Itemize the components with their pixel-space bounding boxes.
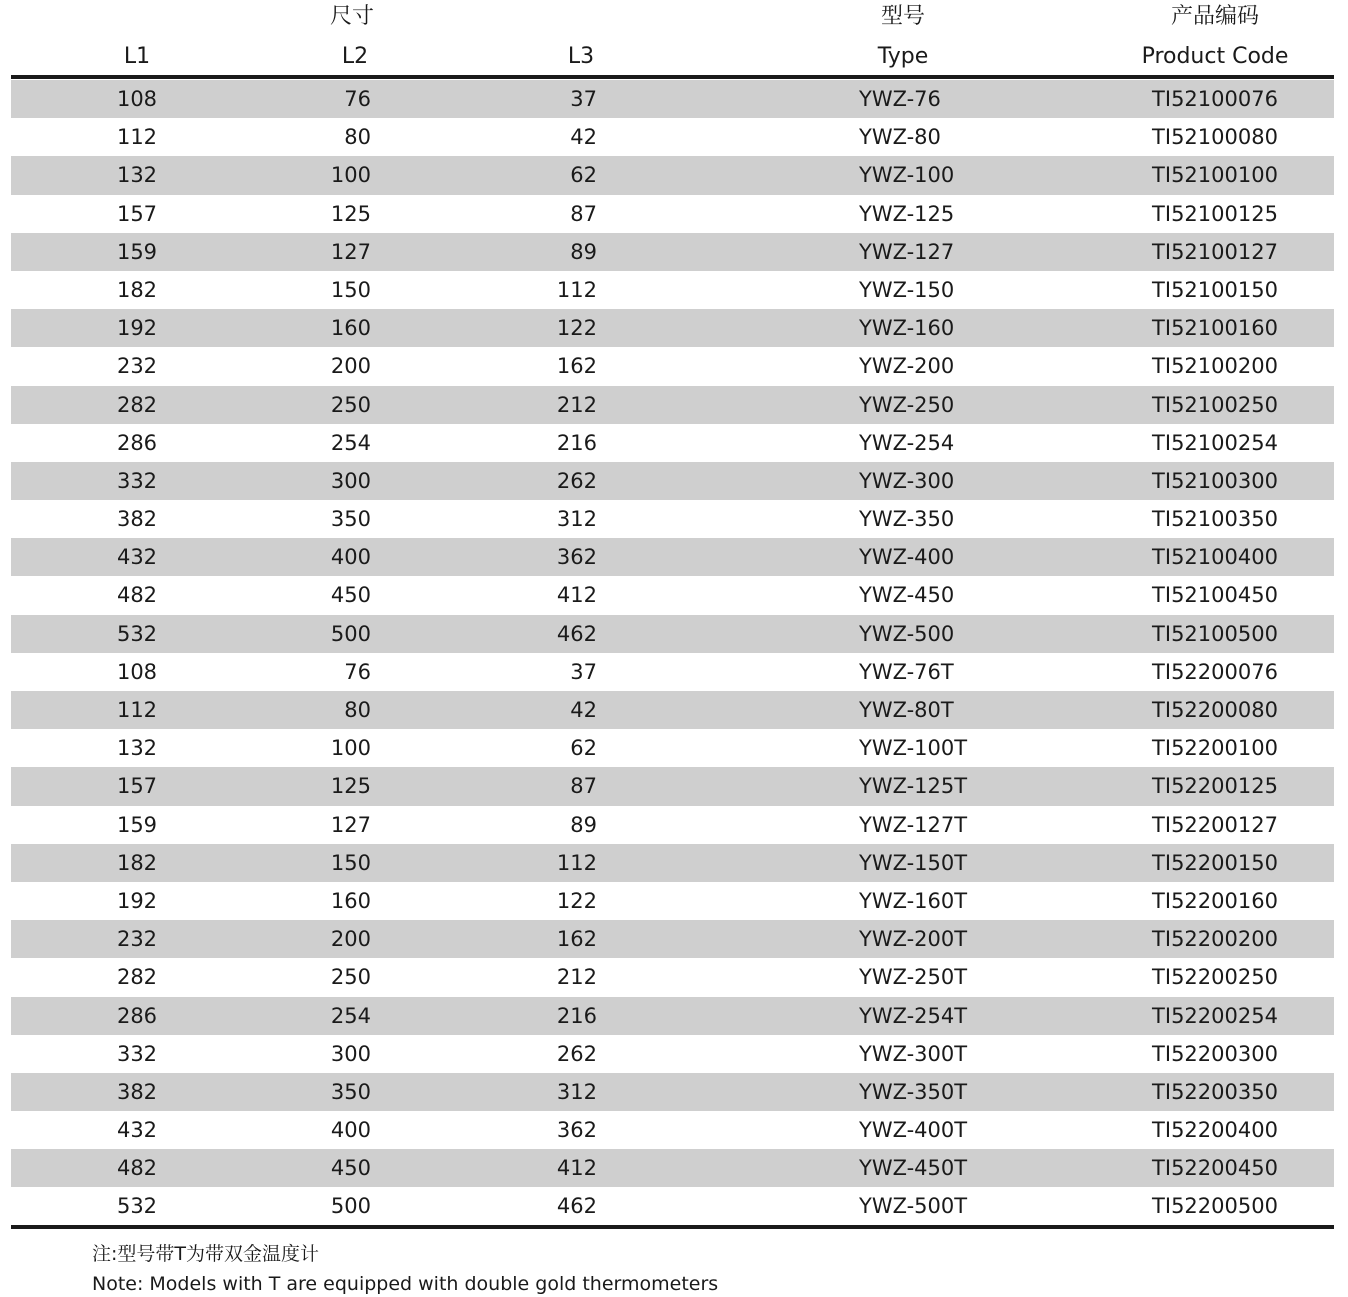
cell-l3: 62 [570,736,597,761]
cell-l3: 122 [556,888,597,913]
cell-l2: 80 [344,698,371,722]
cell-l2: 300 [330,468,371,493]
cell-l2: 254 [330,1003,371,1028]
table-row: 192 160 122 YWZ-160 TI52100160 [11,309,1334,347]
cell-l3: 87 [570,201,597,226]
table-row: 112 80 42 YWZ-80T TI52200080 [11,691,1334,729]
cell-l3: 112 [556,850,597,875]
cell-l2: 100 [330,736,371,761]
table-body [11,80,1334,1226]
table-header [0,0,1348,78]
cell-type: YWZ-300T [859,1041,968,1066]
type-heading-cn: 型号 [880,4,926,29]
cell-type: YWZ-400T [859,1118,968,1143]
table-row: 182 150 112 YWZ-150 TI52100150 [11,271,1334,309]
cell-l3: 262 [556,468,597,493]
table-row: 132 100 62 YWZ-100 TI52100100 [11,156,1334,194]
cell-l2: 125 [330,774,371,799]
cell-l2: 300 [330,1041,371,1066]
header-rule [11,75,1334,79]
table-row: 382 350 312 YWZ-350 TI52100350 [11,500,1334,538]
table-row: 286 254 216 YWZ-254 TI52100254 [11,424,1334,462]
cell-l2: 400 [330,545,371,570]
cell-type: YWZ-76 [859,87,941,111]
dimensions-heading: 尺寸 [329,4,375,29]
cell-l3: 462 [556,621,597,646]
cell-l2: 80 [344,125,371,150]
cell-type: YWZ-160T [859,888,968,913]
cell-l2: 350 [330,1079,371,1104]
note-en: Note: Models with T are equipped with double gold thermometers [92,1273,719,1295]
cell-l2: 150 [330,277,371,302]
cell-l3: 216 [556,1003,597,1028]
cell-type: YWZ-350 [859,507,955,532]
cell-l2: 254 [330,430,371,455]
cell-l2: 500 [330,621,371,646]
table-row: 182 150 112 YWZ-150T TI52200150 [11,844,1334,882]
table-row: 432 400 362 YWZ-400T TI52200400 [11,1111,1334,1149]
column-l2-header: L2 [341,44,369,69]
cell-type: YWZ-500T [859,1194,968,1219]
cell-type: YWZ-150T [859,850,968,875]
cell-l2: 160 [330,316,371,341]
table-row: 482 450 412 YWZ-450 TI52100450 [11,576,1334,614]
cell-l3: 162 [556,354,597,379]
cell-l2: 160 [330,888,371,913]
cell-type: YWZ-450 [859,583,955,608]
cell-type: YWZ-300 [859,468,955,493]
cell-type: YWZ-250 [859,392,955,417]
table-row: 282 250 212 YWZ-250T TI52200250 [11,958,1334,996]
cell-l2: 350 [330,507,371,532]
cell-l3: 412 [556,583,597,608]
table-row: 532 500 462 YWZ-500 TI52100500 [11,615,1334,653]
cell-type: YWZ-100 [859,163,955,188]
cell-l3: 62 [570,163,597,188]
cell-l3: 312 [556,1079,597,1104]
cell-l3: 87 [570,774,597,799]
table-row: 532 500 462 YWZ-500T TI52200500 [11,1187,1334,1225]
table-row: 159 127 89 YWZ-127 TI52100127 [11,233,1334,271]
cell-l3: 312 [556,507,597,532]
cell-l3: 362 [556,1118,597,1143]
cell-l3: 412 [556,1156,597,1181]
cell-l3: 212 [556,392,597,417]
cell-type: YWZ-127 [859,239,955,264]
cell-type: YWZ-80T [859,698,954,722]
cell-l2: 127 [330,812,371,837]
cell-l3: 37 [570,659,597,684]
cell-l2: 150 [330,850,371,875]
cell-l2: 127 [330,239,371,264]
table-row: 232 200 162 YWZ-200T TI52200200 [11,920,1334,958]
cell-l2: 250 [330,392,371,417]
table-row: 232 200 162 YWZ-200 TI52100200 [11,347,1334,385]
cell-type: YWZ-125T [859,774,968,799]
cell-type: YWZ-200 [859,354,955,379]
cell-l2: 250 [330,965,371,990]
cell-l3: 112 [556,277,597,302]
cell-l2: 76 [344,87,371,111]
footer-rule [11,1225,1334,1229]
table-row: 157 125 87 YWZ-125T TI52200125 [11,767,1334,805]
cell-type: YWZ-100T [859,736,968,761]
cell-l3: 212 [556,965,597,990]
cell-l3: 216 [556,430,597,455]
table-row: 432 400 362 YWZ-400 TI52100400 [11,538,1334,576]
note-cn: 注:型号带T为带双金温度计 [92,1243,320,1265]
cell-l2: 200 [330,927,371,952]
table-row: 157 125 87 YWZ-125 TI52100125 [11,195,1334,233]
cell-type: YWZ-76T [859,659,954,684]
cell-type: YWZ-350T [859,1079,968,1104]
cell-type: YWZ-200T [859,927,968,952]
cell-type: YWZ-250T [859,965,968,990]
product-code-heading-en: Product Code [1141,44,1289,69]
column-l3-header: L3 [567,44,595,69]
table-row: 108 76 37 YWZ-76 TI52100076 [11,80,1334,118]
cell-type: YWZ-127T [859,812,968,837]
cell-l2: 450 [330,1156,371,1181]
product-code-heading-cn: 产品编码 [1170,4,1260,29]
cell-type: YWZ-400 [859,545,955,570]
cell-l2: 76 [344,659,371,684]
cell-l2: 100 [330,163,371,188]
table-row: 282 250 212 YWZ-250 TI52100250 [11,386,1334,424]
table-row: 382 350 312 YWZ-350T TI52200350 [11,1073,1334,1111]
cell-l3: 262 [556,1041,597,1066]
cell-type: YWZ-125 [859,201,955,226]
cell-l3: 462 [556,1194,597,1219]
cell-l2: 200 [330,354,371,379]
table-row: 332 300 262 YWZ-300T TI52200300 [11,1035,1334,1073]
cell-l2: 125 [330,201,371,226]
table-row: 332 300 262 YWZ-300 TI52100300 [11,462,1334,500]
cell-l3: 122 [556,316,597,341]
cell-l2: 400 [330,1118,371,1143]
cell-l2: 450 [330,583,371,608]
cell-type: YWZ-450T [859,1156,968,1181]
table-row: 108 76 37 YWZ-76T TI52200076 [11,653,1334,691]
cell-l3: 42 [570,698,597,722]
cell-type: YWZ-160 [859,316,955,341]
cell-type: YWZ-500 [859,621,955,646]
table-row: 159 127 89 YWZ-127T TI52200127 [11,806,1334,844]
table-row: 112 80 42 YWZ-80 TI52100080 [11,118,1334,156]
table-row: 482 450 412 YWZ-450T TI52200450 [11,1149,1334,1187]
cell-l3: 89 [570,812,597,837]
cell-l3: 89 [570,239,597,264]
cell-l3: 362 [556,545,597,570]
cell-l3: 42 [570,125,597,150]
column-l1-header: L1 [123,44,151,69]
cell-l3: 37 [570,87,597,111]
cell-l2: 500 [330,1194,371,1219]
table-row: 192 160 122 YWZ-160T TI52200160 [11,882,1334,920]
table-row: 286 254 216 YWZ-254T TI52200254 [11,997,1334,1035]
type-heading-en: Type [877,44,929,69]
cell-l3: 162 [556,927,597,952]
cell-type: YWZ-150 [859,277,955,302]
cell-type: YWZ-254 [859,430,955,455]
cell-type: YWZ-80 [859,125,941,150]
table-row: 132 100 62 YWZ-100T TI52200100 [11,729,1334,767]
cell-type: YWZ-254T [859,1003,968,1028]
